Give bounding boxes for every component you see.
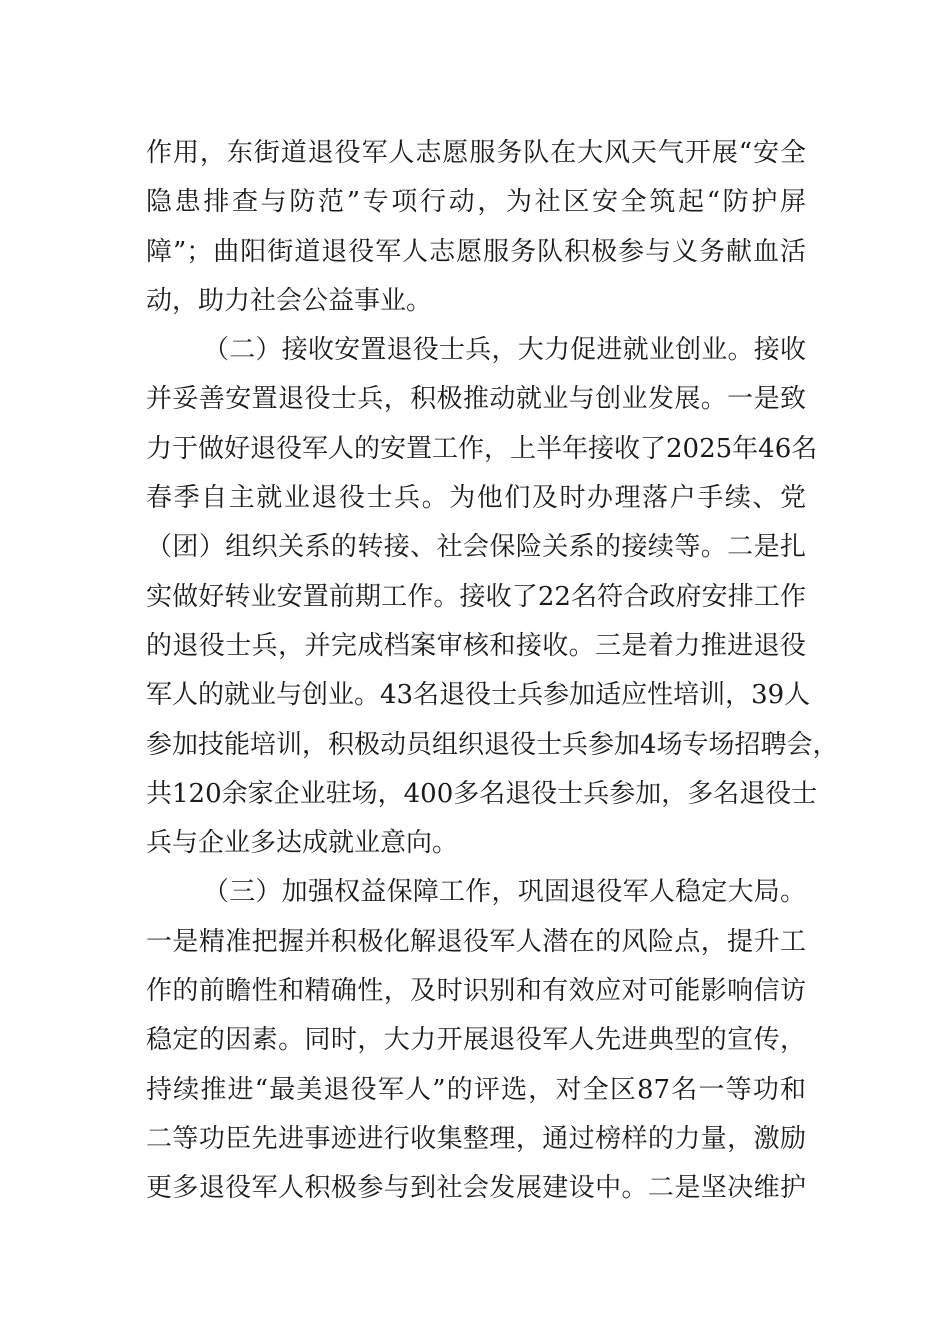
text-line: 作的前瞻性和精确性，及时识别和有效应对可能影响信访 <box>146 976 806 1007</box>
section-heading-line: （三）加强权益保障工作，巩固退役军人稳定大局。 <box>203 877 806 908</box>
text-line: 并妥善安置退役士兵，积极推动就业与创业发展。一是致 <box>146 384 806 415</box>
text-line: 一是精准把握并积极化解退役军人潜在的风险点，提升工 <box>146 926 806 957</box>
text-line: 的退役士兵，并完成档案审核和接收。三是着力推进退役 <box>146 630 806 661</box>
text-line: 实做好转业安置前期工作。接收了22名符合政府安排工作 <box>146 581 806 612</box>
text-line: （团）组织关系的转接、社会保险关系的接续等。二是扎 <box>146 532 806 563</box>
text-line: 参加技能培训，积极动员组织退役士兵参加4场专场招聘会， <box>146 729 839 760</box>
text-line: 力于做好退役军人的安置工作，上半年接收了2025年46名 <box>146 433 818 464</box>
text-line: 持续推进“最美退役军人”的评选，对全区87名一等功和 <box>146 1074 806 1105</box>
text-line: 更多退役军人积极参与到社会发展建设中。二是坚决维护 <box>146 1173 806 1204</box>
text-line: 共120余家企业驻场，400多名退役士兵参加，多名退役士 <box>146 778 818 809</box>
text-line: 动，助力社会公益事业。 <box>146 285 433 316</box>
text-line: 作用，东街道退役军人志愿服务队在大风天气开展“安全 <box>146 138 806 168</box>
text-line: 兵与企业多达成就业意向。 <box>146 828 459 859</box>
text-line: 隐患排查与防范”专项行动，为社区安全筑起“防护屏 <box>146 187 806 218</box>
text-line: 障”；曲阳街道退役军人志愿服务队积极参与义务献血活 <box>146 236 806 267</box>
text-line: 二等功臣先进事迹进行收集整理，通过榜样的力量，激励 <box>146 1123 806 1154</box>
text-line: 军人的就业与创业。43名退役士兵参加适应性培训，39人 <box>146 680 811 711</box>
text-line: 春季自主就业退役士兵。为他们及时办理落户手续、党 <box>146 483 806 514</box>
section-heading-line: （二）接收安置退役士兵，大力促进就业创业。接收 <box>203 335 806 366</box>
text-line: 稳定的因素。同时，大力开展退役军人先进典型的宣传， <box>146 1025 806 1056</box>
body-text <box>146 129 839 1214</box>
